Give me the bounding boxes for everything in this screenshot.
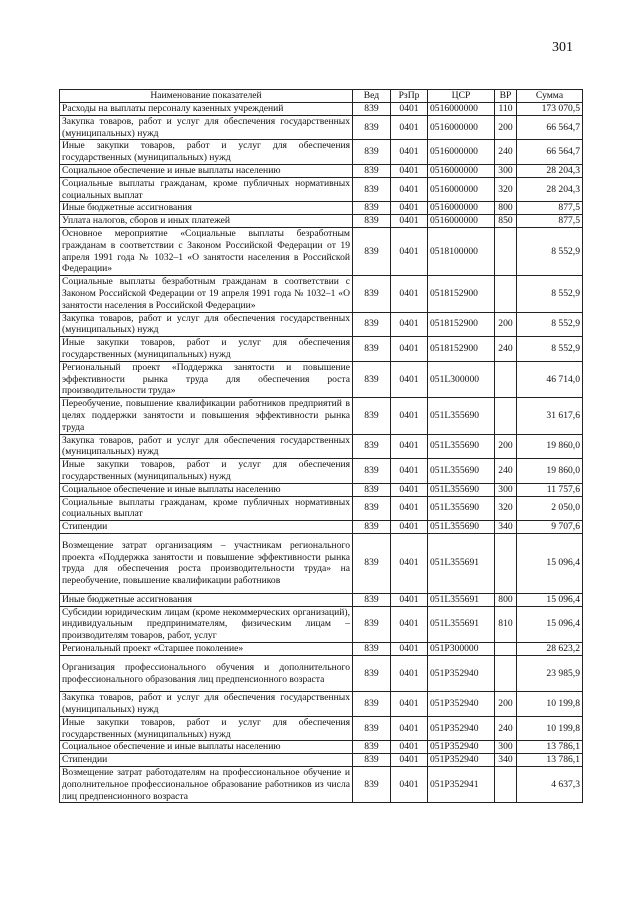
- cell-name: Иные закупки товаров, работ и услуг для обеспечения государственных (муниципальных) нужд: [60, 716, 353, 741]
- cell-vr: [495, 767, 517, 803]
- cell-ved: 839: [353, 741, 391, 754]
- cell-csr: 051L355690: [428, 398, 495, 434]
- cell-name: Уплата налогов, сборов и иных платежей: [60, 215, 353, 228]
- cell-sum: 13 786,1: [517, 754, 583, 767]
- cell-sum: 31 617,6: [517, 398, 583, 434]
- table-row: [60, 692, 583, 717]
- cell-rzpr: 0401: [391, 276, 428, 312]
- cell-ved: 839: [353, 398, 391, 434]
- header-rzpr: РзПр: [391, 90, 428, 103]
- cell-vr: 810: [495, 606, 517, 642]
- cell-vr: [495, 361, 517, 397]
- cell-vr: 200: [495, 434, 517, 459]
- cell-sum: 10 199,8: [517, 692, 583, 717]
- cell-ved: 839: [353, 754, 391, 767]
- cell-csr: 051L355690: [428, 521, 495, 534]
- cell-rzpr: 0401: [391, 606, 428, 642]
- cell-vr: 320: [495, 177, 517, 202]
- cell-rzpr: 0401: [391, 754, 428, 767]
- cell-name: Закупка товаров, работ и услуг для обеспечения государственных (муниципальных) нужд: [60, 312, 353, 337]
- cell-name: Иные закупки товаров, работ и услуг для обеспечения государственных (муниципальных) нужд: [60, 459, 353, 484]
- cell-ved: 839: [353, 459, 391, 484]
- cell-sum: 15 096,4: [517, 593, 583, 606]
- cell-ved: 839: [353, 177, 391, 202]
- cell-name: Иные закупки товаров, работ и услуг для обеспечения государственных (муниципальных) нужд: [60, 140, 353, 165]
- cell-csr: 0518100000: [428, 227, 495, 275]
- cell-name: Переобучение, повышение квалификации работников предприятий в целях поддержки занятости и повышения эффективности рынка труда: [60, 398, 353, 434]
- cell-ved: 839: [353, 434, 391, 459]
- cell-name: Субсидии юридическим лицам (кроме некоммерческих организаций), индивидуальным предпринимателям, физическим лицам – производителям товаров, работ, услуг: [60, 606, 353, 642]
- table-row: [60, 276, 583, 312]
- table-row: [60, 655, 583, 691]
- cell-sum: 877,5: [517, 215, 583, 228]
- table-row: [60, 434, 583, 459]
- cell-ved: 839: [353, 521, 391, 534]
- cell-rzpr: 0401: [391, 312, 428, 337]
- table-row: [60, 337, 583, 362]
- cell-name: Стипендии: [60, 754, 353, 767]
- cell-name: Иные бюджетные ассигнования: [60, 202, 353, 215]
- table-row: [60, 177, 583, 202]
- cell-sum: 15 096,4: [517, 606, 583, 642]
- table-row: [60, 533, 583, 593]
- header-csr: ЦСР: [428, 90, 495, 103]
- cell-ved: 839: [353, 164, 391, 177]
- cell-sum: 2 050,0: [517, 496, 583, 521]
- cell-sum: 8 552,9: [517, 227, 583, 275]
- table-row: [60, 767, 583, 803]
- cell-csr: 051L355690: [428, 496, 495, 521]
- cell-name: Стипендии: [60, 521, 353, 534]
- cell-csr: 051P352940: [428, 754, 495, 767]
- table-row: [60, 754, 583, 767]
- cell-rzpr: 0401: [391, 227, 428, 275]
- table-row: [60, 140, 583, 165]
- cell-csr: 0516000000: [428, 115, 495, 140]
- cell-rzpr: 0401: [391, 692, 428, 717]
- cell-csr: 051P352941: [428, 767, 495, 803]
- table-row: [60, 398, 583, 434]
- cell-sum: 173 070,5: [517, 103, 583, 116]
- cell-rzpr: 0401: [391, 337, 428, 362]
- cell-rzpr: 0401: [391, 459, 428, 484]
- cell-rzpr: 0401: [391, 103, 428, 116]
- cell-vr: 300: [495, 741, 517, 754]
- cell-vr: [495, 533, 517, 593]
- cell-rzpr: 0401: [391, 483, 428, 496]
- cell-name: Региональный проект «Старшее поколение»: [60, 643, 353, 656]
- table-row: [60, 227, 583, 275]
- cell-sum: 15 096,4: [517, 533, 583, 593]
- cell-rzpr: 0401: [391, 593, 428, 606]
- cell-csr: 051L355691: [428, 593, 495, 606]
- cell-ved: 839: [353, 716, 391, 741]
- cell-ved: 839: [353, 276, 391, 312]
- cell-sum: 28 204,3: [517, 164, 583, 177]
- cell-name: Региональный проект «Поддержка занятости и повышение эффективности рынка труда для обеспечения роста производительности труда»: [60, 361, 353, 397]
- cell-name: Основное мероприятие «Социальные выплаты безработным гражданам в соответствии с Законом Российской Федерации от 19 апреля 1991 года № 1032–1 «О занятости населения в Российской Федерации»: [60, 227, 353, 275]
- cell-name: Расходы на выплаты персоналу казенных учреждений: [60, 103, 353, 116]
- cell-name: Социальные выплаты безработным гражданам в соответствии с Законом Российской Федерации от 19 апреля 1991 года № 1032–1 «О занятости населения в Российской Федерации»: [60, 276, 353, 312]
- cell-vr: 240: [495, 459, 517, 484]
- cell-rzpr: 0401: [391, 115, 428, 140]
- cell-csr: 051L300000: [428, 361, 495, 397]
- table-row: [60, 361, 583, 397]
- cell-name: Возмещение затрат организациям – участникам регионального проекта «Поддержка занятости и повышение эффективности рынка труда для обеспечения роста производительности труда» на переобучение, повышение квалификации работников: [60, 533, 353, 593]
- cell-vr: 240: [495, 716, 517, 741]
- cell-rzpr: 0401: [391, 655, 428, 691]
- table-row: [60, 312, 583, 337]
- cell-vr: 110: [495, 103, 517, 116]
- table-row: [60, 103, 583, 116]
- cell-sum: 28 623,2: [517, 643, 583, 656]
- cell-vr: 300: [495, 164, 517, 177]
- cell-ved: 839: [353, 215, 391, 228]
- cell-sum: 8 552,9: [517, 337, 583, 362]
- cell-vr: [495, 655, 517, 691]
- cell-name: Социальные выплаты гражданам, кроме публичных нормативных социальных выплат: [60, 177, 353, 202]
- cell-vr: 850: [495, 215, 517, 228]
- cell-rzpr: 0401: [391, 215, 428, 228]
- cell-sum: 11 757,6: [517, 483, 583, 496]
- cell-vr: 800: [495, 593, 517, 606]
- cell-csr: 0516000000: [428, 202, 495, 215]
- cell-rzpr: 0401: [391, 496, 428, 521]
- cell-csr: 0518152900: [428, 276, 495, 312]
- cell-rzpr: 0401: [391, 521, 428, 534]
- cell-vr: 340: [495, 754, 517, 767]
- cell-vr: 320: [495, 496, 517, 521]
- header-ved: Вед: [353, 90, 391, 103]
- cell-rzpr: 0401: [391, 177, 428, 202]
- table-header-row: [60, 90, 583, 103]
- cell-sum: 8 552,9: [517, 276, 583, 312]
- cell-rzpr: 0401: [391, 361, 428, 397]
- cell-ved: 839: [353, 533, 391, 593]
- cell-csr: 051P352940: [428, 692, 495, 717]
- table-row: [60, 215, 583, 228]
- cell-vr: 200: [495, 312, 517, 337]
- cell-vr: [495, 227, 517, 275]
- cell-ved: 839: [353, 483, 391, 496]
- cell-vr: [495, 276, 517, 312]
- table-body: [60, 103, 583, 803]
- cell-rzpr: 0401: [391, 140, 428, 165]
- cell-vr: 200: [495, 115, 517, 140]
- cell-rzpr: 0401: [391, 767, 428, 803]
- cell-name: Организация профессионального обучения и дополнительного профессионального образования лиц предпенсионного возраста: [60, 655, 353, 691]
- cell-vr: 300: [495, 483, 517, 496]
- cell-vr: 800: [495, 202, 517, 215]
- cell-name: Социальные выплаты гражданам, кроме публичных нормативных социальных выплат: [60, 496, 353, 521]
- cell-sum: 19 860,0: [517, 434, 583, 459]
- cell-ved: 839: [353, 202, 391, 215]
- cell-ved: 839: [353, 593, 391, 606]
- cell-ved: 839: [353, 496, 391, 521]
- cell-rzpr: 0401: [391, 533, 428, 593]
- cell-name: Возмещение затрат работодателям на профессиональное обучение и дополнительное профессиональное образование работников из числа лиц предпенсионного возраста: [60, 767, 353, 803]
- cell-csr: 051L355691: [428, 606, 495, 642]
- cell-ved: 839: [353, 140, 391, 165]
- cell-name: Иные закупки товаров, работ и услуг для обеспечения государственных (муниципальных) нужд: [60, 337, 353, 362]
- cell-sum: 877,5: [517, 202, 583, 215]
- cell-rzpr: 0401: [391, 164, 428, 177]
- cell-rzpr: 0401: [391, 741, 428, 754]
- table-row: [60, 164, 583, 177]
- cell-sum: 19 860,0: [517, 459, 583, 484]
- cell-vr: 240: [495, 140, 517, 165]
- cell-ved: 839: [353, 643, 391, 656]
- table-row: [60, 643, 583, 656]
- cell-name: Социальное обеспечение и иные выплаты населению: [60, 483, 353, 496]
- cell-ved: 839: [353, 227, 391, 275]
- cell-sum: 23 985,9: [517, 655, 583, 691]
- cell-csr: 051L355690: [428, 483, 495, 496]
- cell-ved: 839: [353, 115, 391, 140]
- cell-sum: 9 707,6: [517, 521, 583, 534]
- cell-sum: 66 564,7: [517, 140, 583, 165]
- table-row: [60, 741, 583, 754]
- cell-rzpr: 0401: [391, 398, 428, 434]
- cell-name: Закупка товаров, работ и услуг для обеспечения государственных (муниципальных) нужд: [60, 115, 353, 140]
- cell-ved: 839: [353, 692, 391, 717]
- cell-csr: 0516000000: [428, 164, 495, 177]
- cell-ved: 839: [353, 103, 391, 116]
- table-row: [60, 521, 583, 534]
- cell-sum: 28 204,3: [517, 177, 583, 202]
- table-row: [60, 115, 583, 140]
- header-sum: Сумма: [517, 90, 583, 103]
- table-row: [60, 593, 583, 606]
- cell-sum: 66 564,7: [517, 115, 583, 140]
- cell-csr: 051P352940: [428, 741, 495, 754]
- cell-name: Закупка товаров, работ и услуг для обеспечения государственных (муниципальных) нужд: [60, 692, 353, 717]
- cell-csr: 0518152900: [428, 337, 495, 362]
- cell-csr: 051P300000: [428, 643, 495, 656]
- cell-rzpr: 0401: [391, 202, 428, 215]
- table-row: [60, 716, 583, 741]
- cell-csr: 0518152900: [428, 312, 495, 337]
- table-row: [60, 606, 583, 642]
- page-number: 301: [552, 40, 573, 55]
- cell-csr: 051P352940: [428, 716, 495, 741]
- cell-sum: 46 714,0: [517, 361, 583, 397]
- cell-rzpr: 0401: [391, 716, 428, 741]
- cell-csr: 0516000000: [428, 177, 495, 202]
- cell-sum: 10 199,8: [517, 716, 583, 741]
- cell-csr: 051L355691: [428, 533, 495, 593]
- cell-ved: 839: [353, 312, 391, 337]
- cell-name: Социальное обеспечение и иные выплаты населению: [60, 164, 353, 177]
- cell-vr: 240: [495, 337, 517, 362]
- cell-sum: 4 637,3: [517, 767, 583, 803]
- header-name: Наименование показателей: [60, 90, 353, 103]
- table-row: [60, 459, 583, 484]
- table-row: [60, 202, 583, 215]
- cell-csr: 051P352940: [428, 655, 495, 691]
- cell-ved: 839: [353, 606, 391, 642]
- cell-rzpr: 0401: [391, 434, 428, 459]
- cell-ved: 839: [353, 767, 391, 803]
- header-vr: ВР: [495, 90, 517, 103]
- cell-rzpr: 0401: [391, 643, 428, 656]
- cell-vr: [495, 643, 517, 656]
- cell-name: Закупка товаров, работ и услуг для обеспечения государственных (муниципальных) нужд: [60, 434, 353, 459]
- cell-sum: 13 786,1: [517, 741, 583, 754]
- cell-ved: 839: [353, 655, 391, 691]
- cell-vr: [495, 398, 517, 434]
- cell-csr: 0516000000: [428, 140, 495, 165]
- cell-name: Социальное обеспечение и иные выплаты населению: [60, 741, 353, 754]
- cell-csr: 0516000000: [428, 103, 495, 116]
- cell-sum: 8 552,9: [517, 312, 583, 337]
- cell-vr: 340: [495, 521, 517, 534]
- cell-ved: 839: [353, 361, 391, 397]
- table-row: [60, 496, 583, 521]
- cell-csr: 0516000000: [428, 215, 495, 228]
- cell-csr: 051L355690: [428, 434, 495, 459]
- cell-ved: 839: [353, 337, 391, 362]
- budget-table: [59, 89, 583, 803]
- cell-name: Иные бюджетные ассигнования: [60, 593, 353, 606]
- cell-vr: 200: [495, 692, 517, 717]
- cell-csr: 051L355690: [428, 459, 495, 484]
- table-row: [60, 483, 583, 496]
